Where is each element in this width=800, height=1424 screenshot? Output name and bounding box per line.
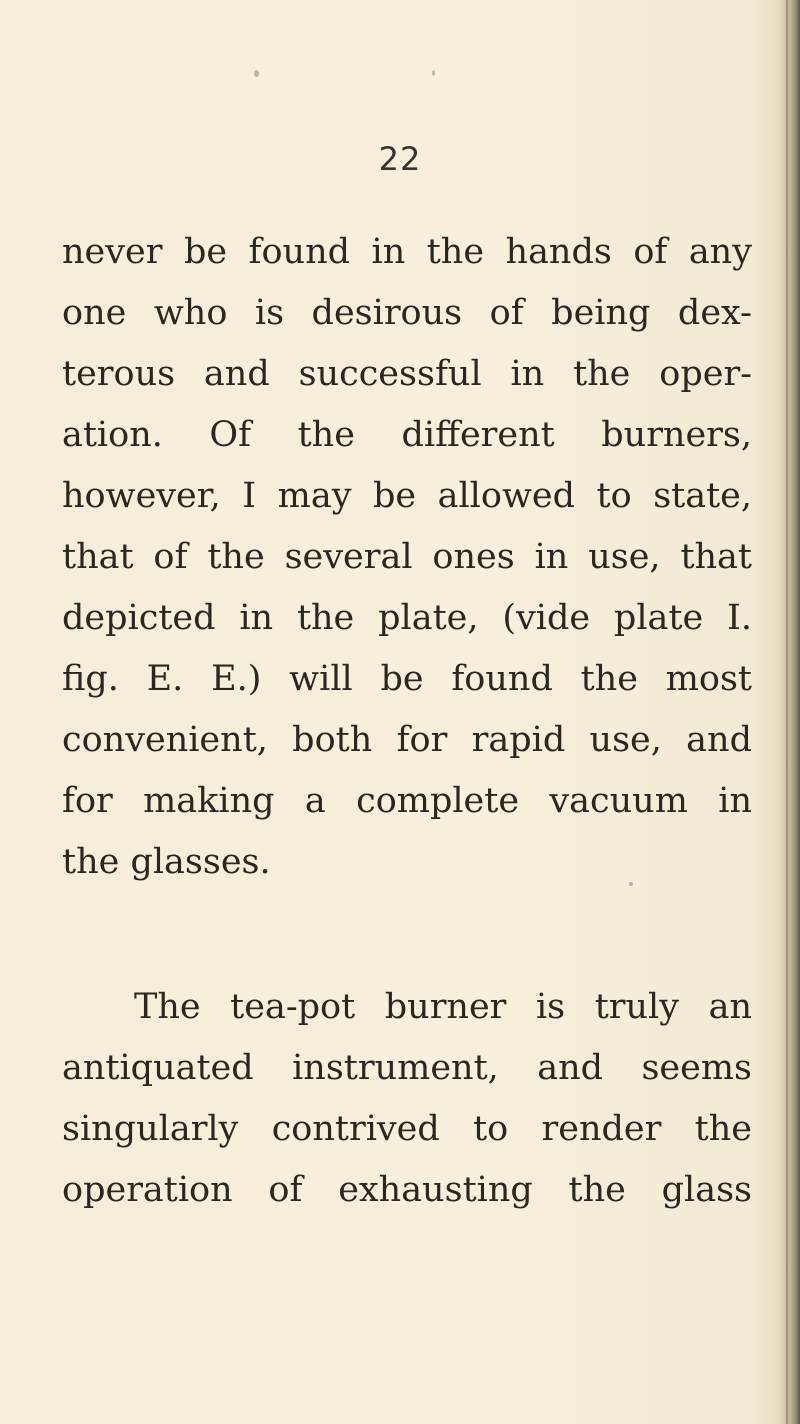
text-line: The tea-pot burner is truly an bbox=[134, 987, 752, 1027]
page-number: 22 bbox=[378, 140, 422, 178]
text-line: the glasses. bbox=[62, 842, 271, 882]
paper-speck bbox=[254, 70, 259, 77]
text-line: ation. Of the different burners, bbox=[62, 415, 752, 455]
text-line: that of the several ones in use, that bbox=[62, 537, 752, 577]
text-line: antiquated instrument, and seems bbox=[62, 1048, 752, 1088]
paragraph-1 bbox=[62, 222, 752, 893]
text-line: however, I may be allowed to state, bbox=[62, 476, 752, 516]
paper-speck bbox=[432, 70, 435, 76]
page-edge-shadow bbox=[778, 0, 800, 1424]
text-line: fig. E. E.) will be found the most bbox=[62, 659, 752, 699]
page-edge-line bbox=[786, 0, 788, 1424]
text-line: convenient, both for rapid use, and bbox=[62, 720, 752, 760]
text-line: never be found in the hands of any bbox=[62, 232, 752, 272]
text-line: terous and successful in the oper- bbox=[62, 354, 752, 394]
paragraph-2 bbox=[62, 977, 752, 1221]
body-text bbox=[62, 222, 752, 1221]
paragraph-gap bbox=[62, 893, 752, 977]
text-line: depicted in the plate, (vide plate I. bbox=[62, 598, 752, 638]
text-line: one who is desirous of being dex- bbox=[62, 293, 752, 333]
text-line: for making a complete vacuum in bbox=[62, 781, 752, 821]
text-line: operation of exhausting the glass bbox=[62, 1170, 752, 1210]
text-line: singularly contrived to render the bbox=[62, 1109, 752, 1149]
